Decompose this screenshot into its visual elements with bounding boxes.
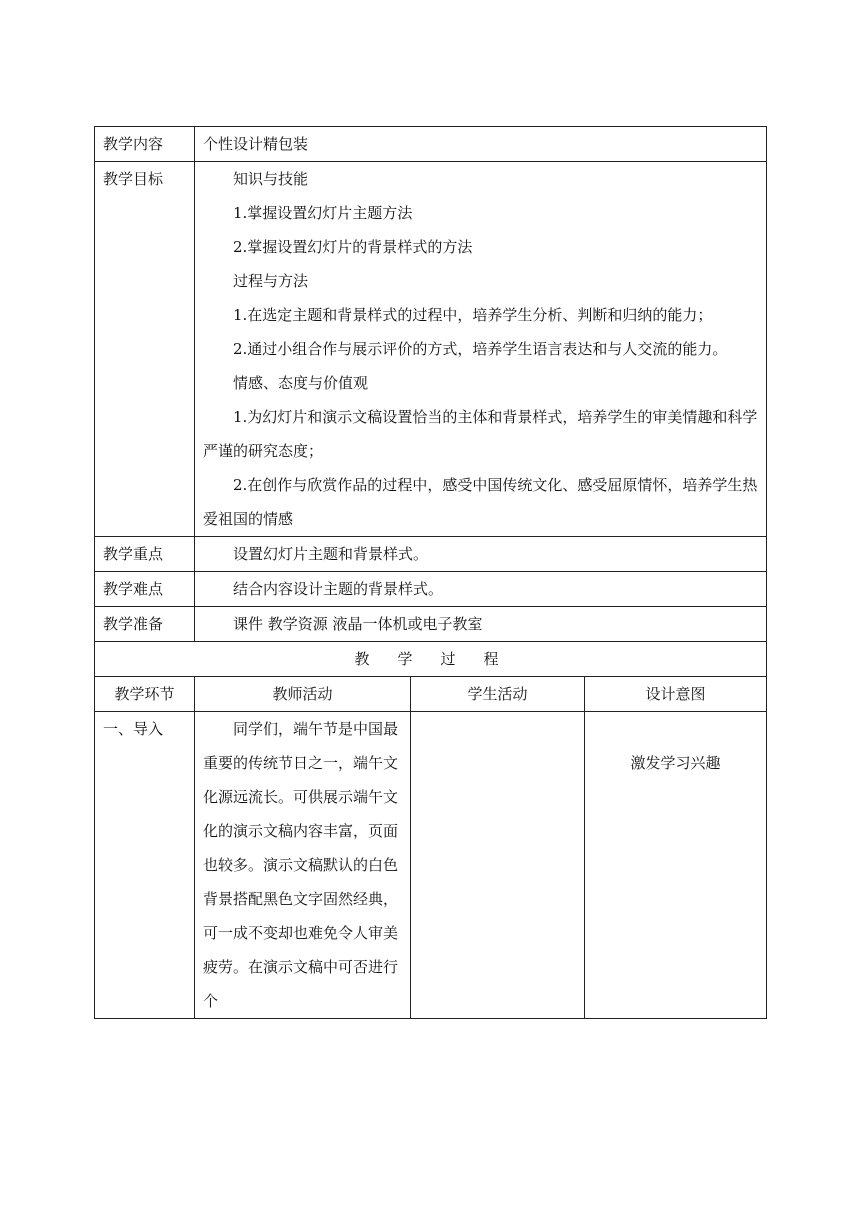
goals-label: 教学目标 [95,162,195,537]
difficulty-value: 结合内容设计主题的背景样式。 [233,580,444,598]
design-intent: 激发学习兴趣 [630,754,721,772]
content-row [95,127,767,162]
goal-line: 1.为幻灯片和演示文稿设置恰当的主体和背景样式，培养学生的审美情趣和科学严谨的研究态度； [203,408,758,460]
header-teacher: 教师活动 [195,677,411,712]
header-stage: 教学环节 [95,677,195,712]
key-label: 教学重点 [95,537,195,572]
content-label: 教学内容 [95,127,195,162]
prep-row [95,607,767,642]
goal-line: 知识与技能 [233,170,309,188]
goal-line: 2.掌握设置幻灯片的背景样式的方法 [233,238,473,256]
goal-line: 过程与方法 [233,272,309,290]
content-value: 个性设计精包装 [195,127,767,162]
goal-line: 1.在选定主题和背景样式的过程中，培养学生分析、判断和归纳的能力； [233,306,713,324]
lesson-plan-table [94,126,767,1019]
student-activity [411,712,585,1019]
process-header-row [95,677,767,712]
difficulty-row [95,572,767,607]
difficulty-label: 教学难点 [95,572,195,607]
stage-label: 一、导入 [95,712,195,1019]
header-intent: 设计意图 [585,677,767,712]
goal-line: 2.通过小组合作与展示评价的方式，培养学生语言表达和与人交流的能力。 [233,340,728,358]
key-value: 设置幻灯片主题和背景样式。 [233,545,429,563]
process-title-row [95,642,767,677]
goals-value [195,162,767,537]
goal-line: 1.掌握设置幻灯片主题方法 [233,204,413,222]
goals-row [95,162,767,537]
stage-row [95,712,767,1019]
prep-value: 课件 教学资源 液晶一体机或电子教室 [233,615,483,633]
goal-line: 情感、态度与价值观 [233,374,369,392]
prep-label: 教学准备 [95,607,195,642]
process-title: 教学过程 [95,642,767,677]
key-row [95,537,767,572]
teacher-activity: 同学们，端午节是中国最重要的传统节日之一，端午文化源远流长。可供展示端午文化的演示文稿内容丰富，页面也较多。演示文稿默认的白色背景搭配黑色文字固然经典，可一成不变却也难免令人审美疲劳。在演示文稿中可否进行个 [203,720,399,1010]
goal-line: 2.在创作与欣赏作品的过程中，感受中国传统文化、感受屈原情怀，培养学生热爱祖国的情感 [203,476,758,528]
header-student: 学生活动 [411,677,585,712]
